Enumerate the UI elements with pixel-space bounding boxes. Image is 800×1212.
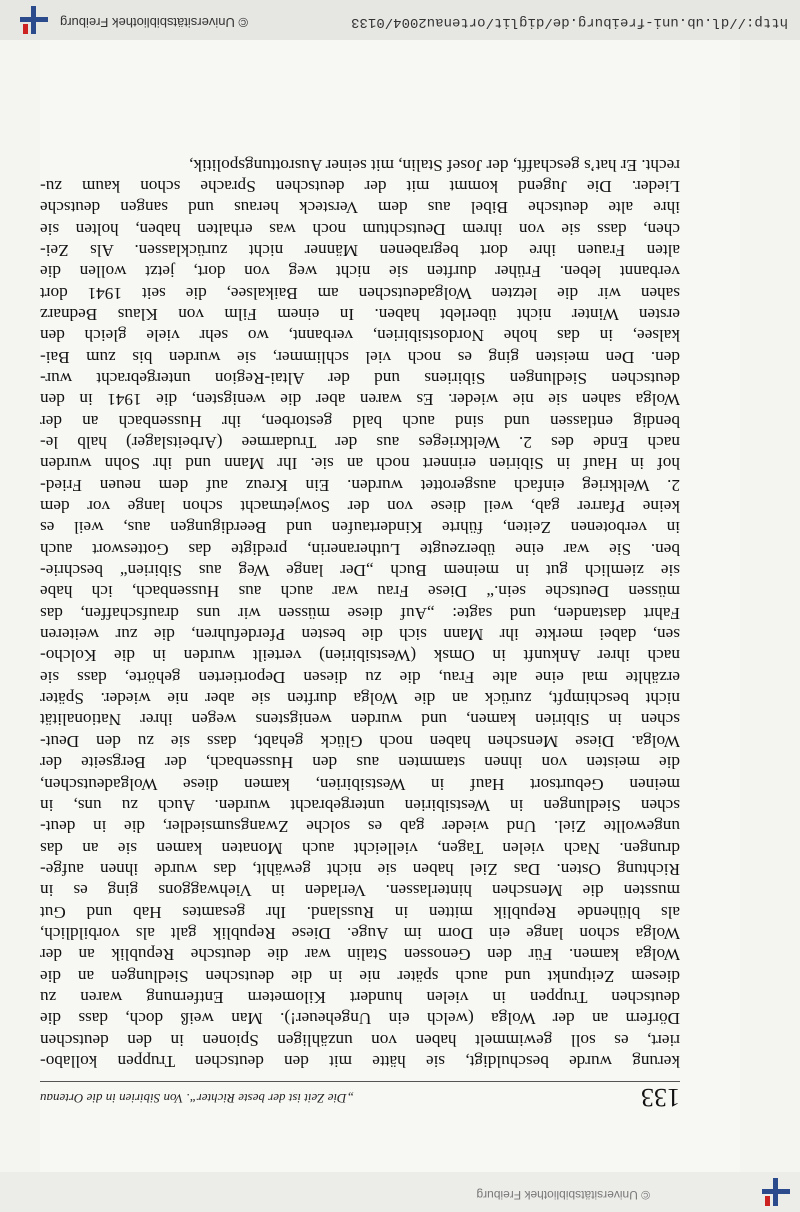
library-logo-icon — [20, 6, 48, 34]
text-line: die meisten von ihnen stammten aus den Hussenbach, der Bergseite der — [40, 753, 680, 773]
text-line: verbannt leben. Früher durften sie nicht weg von dort, jetzt wollen die — [40, 262, 680, 282]
source-url-link[interactable]: http://dl.ub.uni-freiburg.de/diglit/ortenau2004/0133 — [351, 14, 788, 30]
text-line: deutschen Siedlungen Sibiriens und der Altai-Region untergebracht wur- — [40, 369, 680, 388]
text-line: Lieder. Die Jugend kommt mit der deutschen Sprache schon kaum zu- — [40, 176, 680, 196]
text-line: bendig entlassen und sind auch bald gestorben, ihr Hussenbach an der — [40, 411, 680, 431]
text-line: 2. Weltkrieg einfach ausgerottet wurden. Ein Kreuz auf dem neuen Fried- — [40, 475, 680, 495]
text-line: kerung wurde beschuldigt, sie hätte mit den deutschen Truppen kollabo- — [40, 1052, 680, 1071]
text-line: nach Ende des 2. Weltkrieges aus der Trudarmee (Arbeitslager) halb le- — [40, 433, 680, 453]
text-line: den. Den meisten ging es noch viel schlimmer, sie wurden bis zum Bai- — [40, 347, 680, 367]
text-line: keine Pfarrer gab, weil diese von der Sowjetmacht schon lange vor dem — [40, 497, 680, 517]
text-line: in verbotenen Zeiten, führte Kindertaufen und Beerdigungen aus, weil es — [40, 518, 680, 538]
text-line: hof in Hauf in Sibirien erinnert noch an sie. Ihr Mann und ihr Sohn wurden — [40, 454, 680, 474]
text-line: diesem Zeitpunkt und auch später nie in die deutschen Siedlungen an die — [40, 966, 680, 986]
library-logo-icon — [762, 1178, 790, 1206]
text-line: Wolga kamen. Für den Genossen Stalin war die deutsche Republik an der — [40, 945, 680, 965]
text-line: alten Frauen ihre dort begrabenen Männer nicht zurücklassen. Als Zei- — [40, 240, 680, 260]
text-line: Wolga sahen sie nie wieder. Es waren aber die wenigsten, die 1941 in den — [40, 390, 680, 410]
top-strip — [0, 1172, 800, 1212]
text-line: sie ziemlich gut in meinem Buch „Der lange Weg aus Sibirien“ beschrie- — [40, 561, 680, 581]
page-header — [40, 1081, 680, 1112]
repository-footer — [0, 0, 800, 40]
text-line: kalsee, in das hohe Nordostsibirien, verbannt, wo sehr viele gleich den — [40, 326, 680, 346]
copyright-notice: © Universitätsbibliothek Freiburg — [60, 15, 249, 30]
scanned-page — [40, 40, 740, 1172]
body-text — [40, 154, 680, 1072]
text-line: sen, dabei merkte ihr Mann sich die besten Pferdefuhren, die zur weiteren — [40, 625, 680, 645]
text-line: ihre alte deutsche Bibel aus dem Versteck heraus und sangen deutsche — [40, 198, 680, 218]
text-line: mussten die Menschen hinterlassen. Verladen in Viehwaggons ging es in — [40, 881, 680, 901]
top-strip-text: © Universitätsbibliothek Freiburg — [476, 1188, 650, 1202]
text-line: ben. Sie war eine überzeugte Lutheranerin, predigte das Gotteswort auch — [40, 539, 680, 559]
text-line: als blühende Republik mitten in Russland. Ihr gesamtes Hab und Gut — [40, 902, 680, 922]
text-line: sahen wir die letzten Wolgadeutschen am Baikalsee, die seit 1941 dort — [40, 283, 680, 303]
text-line: schen Siedlungen in Westsibirien untergebracht wurden. Auch zu uns, in — [40, 795, 680, 815]
text-line: ersten Winter nicht überlebt haben. In einem Film von Klaus Bednarz — [40, 304, 680, 324]
text-line: Dörfern an der Wolga (welch ein Ungeheuer!). Man weiß doch, dass die — [40, 1009, 680, 1029]
text-line: Richtung Osten. Das Ziel haben sie nicht gewählt, das wurde ihnen aufge- — [40, 859, 680, 879]
text-line: meinen Geburtsort Hauf in Westsibirien, kamen diese Wolgadeutschen, — [40, 774, 680, 794]
text-line: drungen. Nach vielen Tagen, vielleicht auch Monaten kamen sie an das — [40, 838, 680, 858]
text-line: Wolga. Diese Menschen haben noch Glück gehabt, dass sie zu den Deut- — [40, 731, 680, 751]
text-line: müssen Deutsche sein.“ Diese Frau war auch aus Hussenbach, ich habe — [40, 582, 680, 602]
page-number: 133 — [641, 1083, 680, 1112]
text-line: deutschen Truppen in vielen hundert Kilometern Entfernung waren zu — [40, 987, 680, 1007]
running-head: „Die Zeit ist der beste Richter“. Von Sibirien in die Ortenau — [40, 1091, 354, 1106]
text-line: nicht beschimpft, zurück an die Wolga durften sie aber nie wieder. Später — [40, 689, 680, 709]
text-line: recht. Er hat’s geschafft, der Josef Stalin, mit seiner Ausrottungspolitik, — [189, 155, 680, 175]
text-line: Wolga schon lange ein Dorn im Auge. Diese Republik galt als vorbildlich, — [40, 923, 680, 943]
text-line: schen in Sibirien kamen, und wurden wenigstens wegen ihrer Nationalität — [40, 710, 680, 730]
text-line: chen, dass sie von ihrem Deutschtum noch was erhalten haben, holten sie — [40, 219, 680, 239]
text-line: nach ihrer Ankunft in Omsk (Westsibirien) verteilt wurden in die Kolcho- — [40, 646, 680, 666]
text-line: erzählte mal eine alte Frau, die zu diesen Deportierten gehörte, dass sie — [40, 667, 680, 687]
text-line: Fahrt dastanden, und sagte: „Auf diese müssen wir uns draufschaffen, das — [40, 603, 680, 623]
text-line: riert, es soll gewimmelt haben von unzähligen Spionen in den deutschen — [40, 1030, 680, 1050]
text-line: ungewollte Ziel. Und wieder gab es solche Zwangsumsiedler, die in deut- — [40, 817, 680, 837]
